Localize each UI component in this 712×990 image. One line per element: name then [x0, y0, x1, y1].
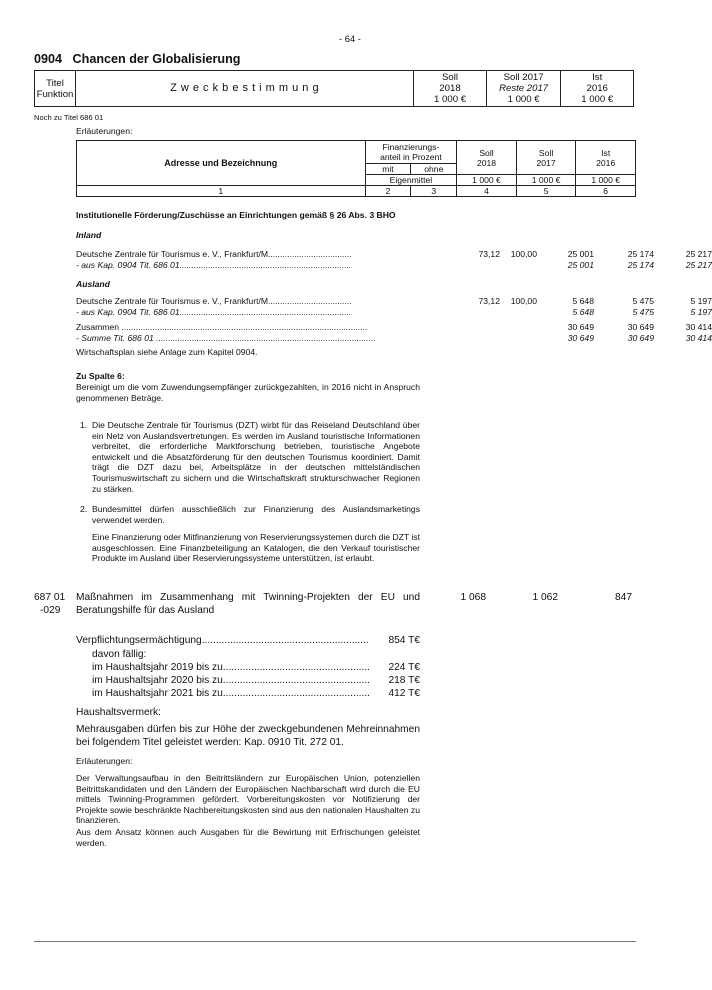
erlaeuterungen2-text2: Aus dem Ansatz können auch Ausgaben für die Bewirtung mit Erfrischungen geleistet werden.	[76, 827, 420, 848]
faellig-label: im Haushaltsjahr 2020 bis zu....................................................	[92, 675, 370, 686]
title-687-text: Maßnahmen im Zusammenhang mit Twinning-Projekten der EU und Beratungshilfe für das Ausland	[76, 592, 420, 616]
ohne-header: ohne	[411, 164, 457, 175]
spalte6-heading: Zu Spalte 6:	[76, 371, 125, 381]
inner-soll2017	[516, 141, 576, 175]
faellig-label: im Haushaltsjahr 2021 bis zu....................................................	[92, 688, 370, 699]
row-ist2016: 25 217	[685, 260, 712, 270]
mit-header: mit	[365, 164, 411, 175]
row-ist2016: 30 414	[685, 333, 712, 343]
faellig-value: 224 T€	[385, 662, 420, 674]
item1-number: 1.	[80, 420, 88, 430]
faellig-row	[92, 662, 420, 674]
table-row	[76, 322, 712, 333]
table-row	[76, 249, 712, 260]
zweckbestimmung-cell: Z w e c k b e s t i m m u n g	[75, 71, 413, 107]
institutionell-heading: Institutionelle Förderung/Zuschüsse an Einrichtungen gemäß § 26 Abs. 3 BHO	[76, 210, 396, 220]
inner-soll2017-l2: 2017	[536, 157, 556, 168]
row-label: - aus Kap. 0904 Tit. 686 01........................................................................	[76, 307, 352, 317]
colnum-2: 2	[365, 186, 411, 197]
footer-divider	[34, 941, 636, 942]
row-ist2016: 30 414	[685, 322, 712, 332]
row-label: Deutsche Zentrale für Tourismus e. V., Frankfurt/M...................................	[76, 296, 352, 306]
faellig-row	[92, 688, 420, 700]
row-ist2016: 5 197	[690, 307, 712, 317]
row-soll2018: 25 001	[567, 260, 594, 270]
inner-soll2018-l1: Soll	[479, 147, 494, 158]
title-687-soll2018: 1 068	[460, 592, 486, 603]
row-soll2017: 25 174	[627, 249, 654, 259]
row-soll2018: 5 648	[572, 307, 594, 317]
erlaeuterungen-label: Erläuterungen:	[76, 126, 133, 136]
faellig-value: 218 T€	[385, 675, 420, 687]
ist2016-l1: Ist	[592, 72, 603, 83]
verpflichtung-value: 854 T€	[385, 635, 420, 647]
row-soll2018: 30 649	[567, 333, 594, 343]
verpflichtung-row	[76, 635, 420, 647]
soll2017-l1: Soll 2017	[503, 72, 544, 83]
soll2018-l1: Soll	[442, 72, 459, 83]
row-soll2018: 30 649	[567, 322, 594, 332]
soll2017-header	[486, 71, 561, 107]
chapter-code: 0904	[34, 52, 63, 66]
erlaeuterungen2-label: Erläuterungen:	[76, 756, 133, 766]
row-ohne: 100,00	[510, 296, 537, 306]
colnum-3: 3	[411, 186, 457, 197]
inner-ist2016-l1: Ist	[601, 147, 611, 158]
eigenmittel-header: Eigenmittel	[365, 175, 457, 186]
item2-text-b: Eine Finanzierung oder Mitfinanzierung von Reservierungssystemen durch die DZT ist ausgeschlossen. Eine Finanzbeteiligung an Katalogen, die den Verkauf touristischer Produkte im Ausland über Reservierungssysteme unterstützen, ist erlaubt.	[92, 532, 420, 564]
colnum-1: 1	[77, 186, 366, 197]
title-687-soll2017: 1 062	[532, 592, 558, 603]
title-687-code	[34, 592, 65, 617]
soll2018-header	[414, 71, 487, 107]
finanzierung-header	[365, 141, 457, 164]
wirtschaftsplan-note: Wirtschaftsplan siehe Anlage zum Kapitel 0904.	[76, 347, 258, 357]
row-ist2016: 5 197	[690, 296, 712, 306]
row-label: Deutsche Zentrale für Tourismus e. V., Frankfurt/M...................................	[76, 249, 352, 259]
verpflichtung-label: Verpflichtungsermächtigung...........................................................	[76, 635, 369, 646]
soll2018-l3: 1 000 €	[434, 94, 467, 105]
erlaeuterungen2-text1: Der Verwaltungsaufbau in den Beitrittsländern zur Europäischen Union, potenziellen Beitrittskandidaten und den Ländern der Europäischen Nachbarschaft wird durch die EU mittels Twinning-Programmen gefördert. Vorbereitungskosten vor Notifizierung der Projekte sowie beschränkte Nachbereitungskosten sind aus den nationalen Haushalten zu finanzieren.	[76, 773, 420, 826]
item2-number: 2.	[80, 504, 88, 514]
row-ist2016: 25 217	[685, 249, 712, 259]
ausland-heading: Ausland	[76, 279, 110, 289]
row-soll2018: 25 001	[567, 249, 594, 259]
faellig-label: im Haushaltsjahr 2019 bis zu....................................................	[92, 662, 370, 673]
unit-col4: 1 000 €	[457, 175, 517, 186]
soll2017-l2: Reste 2017	[499, 83, 549, 94]
item2-text: Bundesmittel dürfen ausschließlich zur Finanzierung des Auslandsmarketings verwendet werden.	[92, 504, 420, 525]
haushaltsvermerk-text: Mehrausgaben dürfen bis zur Höhe der zweckgebundenen Mehreinnahmen bei folgendem Titel geleistet werden: Kap. 0910 Tit. 272 01.	[76, 724, 420, 748]
chapter-title: Chancen der Globalisierung	[72, 52, 241, 66]
row-soll2017: 30 649	[627, 333, 654, 343]
main-header-table	[34, 70, 634, 107]
funktion-label: Funktion	[36, 88, 74, 100]
soll2017-l3: 1 000 €	[507, 94, 540, 105]
title-687-ist2016: 847	[615, 592, 632, 603]
unit-col6: 1 000 €	[576, 175, 636, 186]
finanz-l1: Finanzierungs-	[382, 142, 440, 152]
row-soll2017: 30 649	[627, 322, 654, 332]
ist2016-header	[561, 71, 634, 107]
row-label: Zusammen .......................................................................................................	[76, 322, 368, 332]
colnum-6: 6	[576, 186, 636, 197]
unit-col5: 1 000 €	[516, 175, 576, 186]
finanz-l2: anteil in Prozent	[380, 152, 442, 162]
davon-faellig: davon fällig:	[92, 649, 147, 660]
inner-soll2017-l1: Soll	[538, 147, 554, 158]
titel-funktion-cell	[35, 71, 76, 107]
title-code-line2: -029	[40, 604, 61, 616]
row-mit: 73,12	[478, 296, 500, 306]
row-mit: 73,12	[478, 249, 500, 259]
chapter-heading	[34, 52, 240, 66]
row-label: - aus Kap. 0904 Tit. 686 01........................................................................	[76, 260, 352, 270]
ist2016-l3: 1 000 €	[581, 94, 614, 105]
faellig-value: 412 T€	[385, 688, 420, 700]
inner-soll2018-l2: 2018	[476, 157, 497, 168]
titel-label: Titel	[46, 77, 64, 89]
inner-ist2016-l2: 2016	[596, 157, 616, 168]
row-ohne: 100,00	[510, 249, 537, 259]
table-row	[76, 296, 712, 307]
inland-heading: Inland	[76, 230, 102, 240]
faellig-row	[92, 675, 420, 687]
row-soll2017: 5 475	[632, 307, 654, 317]
table-row	[76, 333, 712, 344]
table-row	[76, 307, 712, 318]
spalte6-text: Bereinigt um die vom Zuwendungsempfänger zurückgezahlten, in 2016 nicht in Anspruch genommenen Beträge.	[76, 382, 420, 403]
colnum-5: 5	[516, 186, 576, 197]
item1-text: Die Deutsche Zentrale für Tourismus (DZT) wirbt für das Reiseland Deutschland über ein Netz von Auslandsvertretungen. Es werden im Ausland touristische Informationen verbreitet, die erforderliche Marktforschung betrieben, touristische Angebote entwickelt und die Absatzförderung für den deutschen Tourismus koordiniert. Damit trägt die DZT dazu bei, Arbeitsplätze in der deutschen mittelständischen Tourismuswirtschaft zu sichern und die Wirtschaftskraft strukturschwacher Regionen zu stärken.	[92, 420, 420, 494]
noch-zu-titel: Noch zu Titel 686 01	[34, 113, 104, 122]
row-soll2018: 5 648	[572, 296, 594, 306]
row-soll2017: 5 475	[632, 296, 654, 306]
haushaltsvermerk-heading: Haushaltsvermerk:	[76, 707, 161, 718]
row-soll2017: 25 174	[627, 260, 654, 270]
table-row	[76, 260, 712, 271]
title-code-line1: 687 01	[34, 592, 66, 603]
inner-soll2018	[457, 141, 517, 175]
soll2018-l2: 2018	[439, 83, 461, 94]
page-number: - 64 -	[339, 33, 361, 44]
row-label: - Summe Tit. 686 01 ............................................................................................	[76, 333, 376, 343]
inner-ist2016	[576, 141, 636, 175]
adresse-header: Adresse und Bezeichnung	[77, 141, 366, 186]
colnum-4: 4	[457, 186, 517, 197]
ist2016-l2: 2016	[586, 83, 608, 94]
inner-header-table	[76, 140, 636, 197]
